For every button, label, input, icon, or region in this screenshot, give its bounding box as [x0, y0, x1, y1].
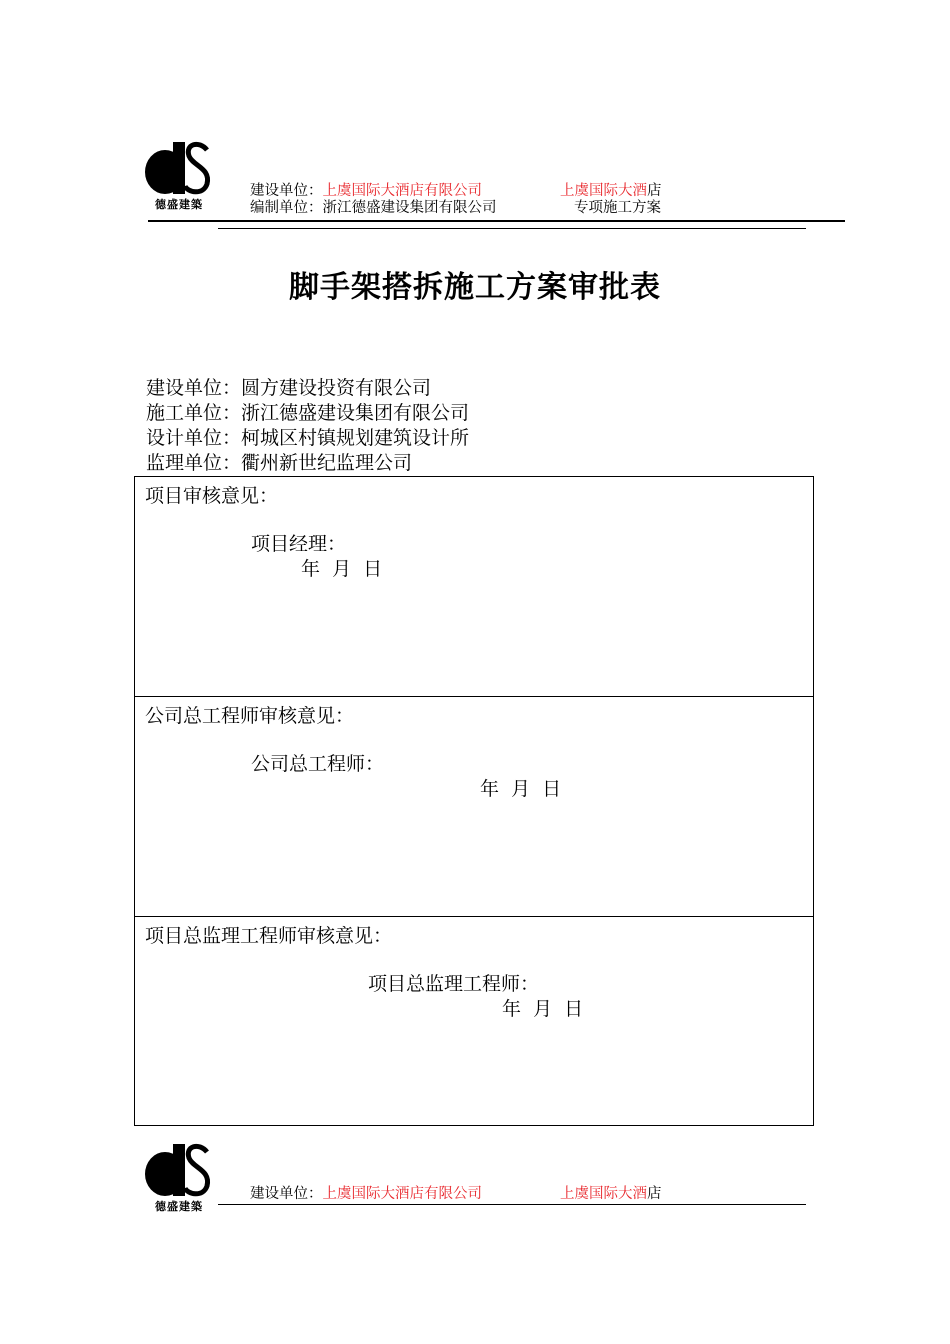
signer-label: 项目经理：	[251, 533, 347, 555]
header-rule-thick	[148, 220, 845, 222]
approval-table	[134, 476, 814, 1126]
info-contractor: 施工单位：浙江德盛建设集团有限公司	[146, 402, 470, 424]
section-chief-engineer-review	[135, 696, 813, 916]
date-label: 年 月 日	[301, 558, 383, 580]
header-label-editor: 编制单位：	[250, 200, 323, 216]
page-title: 脚手架搭拆施工方案审批表	[289, 270, 661, 305]
logo-text: 德盛建築	[155, 1200, 203, 1213]
info-client: 建设单位：圆方建设投资有限公司	[146, 377, 432, 399]
header-project-red: 上虞国际大酒	[560, 183, 647, 199]
header-doc-type: 专项施工方案	[574, 200, 661, 216]
header-project-black: 店	[647, 183, 662, 199]
date-label: 年 月 日	[480, 778, 562, 800]
footer-logo	[143, 1142, 215, 1222]
header-project	[560, 183, 662, 200]
section-heading: 公司总工程师审核意见：	[145, 705, 355, 727]
header-label-client: 建设单位：	[250, 183, 323, 199]
footer-project-black: 店	[647, 1186, 662, 1202]
section-project-review	[135, 477, 813, 696]
date-label: 年 月 日	[502, 998, 584, 1020]
section-heading: 项目总监理工程师审核意见：	[145, 925, 393, 947]
footer-company: 上虞国际大酒店有限公司	[322, 1186, 482, 1202]
header-client-company: 上虞国际大酒店有限公司	[322, 183, 482, 199]
info-designer: 设计单位：柯城区村镇规划建筑设计所	[146, 427, 470, 449]
header-editor-company: 浙江德盛建设集团有限公司	[322, 200, 497, 216]
info-supervisor: 监理单位：衢州新世纪监理公司	[146, 452, 413, 474]
company-logo	[143, 140, 215, 220]
section-heading: 项目审核意见：	[145, 485, 279, 507]
footer-project-red: 上虞国际大酒	[560, 1186, 647, 1202]
signer-label: 公司总工程师：	[251, 753, 385, 775]
footer-label: 建设单位：	[250, 1186, 323, 1202]
header-line-1	[250, 183, 482, 200]
header-rule-thin	[218, 228, 806, 229]
logo-text: 德盛建築	[155, 198, 203, 211]
footer-rule	[218, 1204, 806, 1205]
signer-label: 项目总监理工程师：	[368, 973, 540, 995]
section-chief-supervisor-review	[135, 916, 813, 1125]
footer-line	[250, 1186, 482, 1203]
footer-project	[560, 1186, 662, 1203]
header-line-2	[250, 200, 497, 217]
